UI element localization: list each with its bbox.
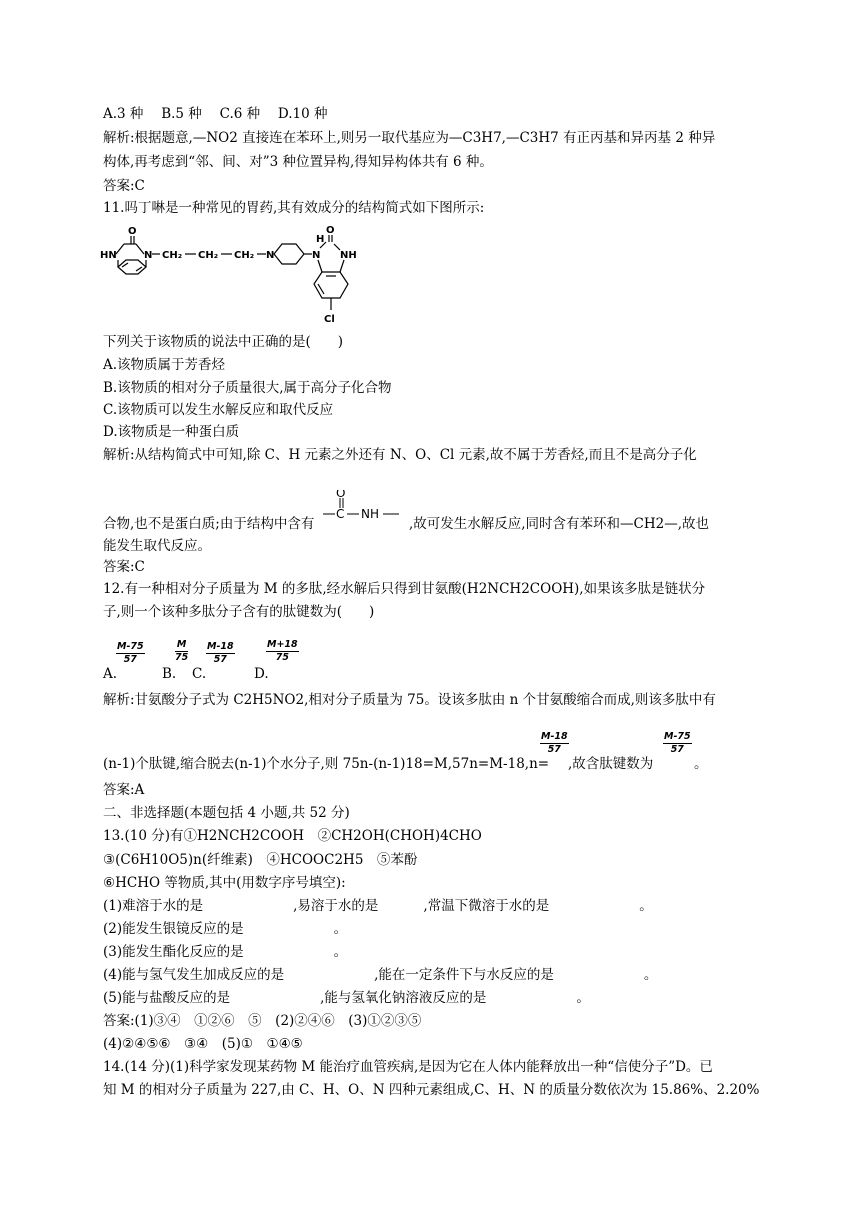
fraction-m-plus-18-over-75: M+18 75: [267, 639, 298, 663]
structure-h: H: [316, 234, 325, 245]
amide-group-structure: [321, 490, 403, 524]
q13-part-3: (3)能发生酯化反应的是 。: [103, 944, 348, 960]
amide-o: O: [335, 490, 346, 500]
q12-explanation-line-1: 解析:甘氨酸分子式为 C2H5NO2,相对分子质量为 75。设该多肽由 n 个甘氨酸缩合而成,则该多肽中有: [103, 692, 716, 708]
q11-prompt: 下列关于该物质的说法中正确的是( ): [103, 334, 344, 350]
q13-part-5: (5)能与盐酸反应的是 ,能与氢氧化钠溶液反应的是 。: [103, 990, 590, 1006]
amide-nh: NH: [360, 507, 379, 521]
q12-answer: 答案:A: [103, 782, 145, 798]
q13-part-1: (1)难溶于水的是 ,易溶于水的是 ,常温下微溶于水的是 。: [103, 898, 653, 914]
q12-option-b: B.: [162, 666, 177, 682]
domperidone-structure: [100, 222, 370, 334]
q11-exp-2-part-b: ,故可发生水解反应,同时含有苯环和—CH2—,故也: [408, 516, 710, 532]
q11-stem: 11.吗丁啉是一种常见的胃药,其有效成分的结构简式如下图所示:: [103, 200, 485, 216]
structure-hn-left: HN: [100, 250, 117, 261]
q13-line-3: ⑥HCHO 等物质,其中(用数字序号填空):: [103, 875, 346, 891]
q12-stem-line-1: 12.有一种相对分子质量为 M 的多肽,经水解后只得到甘氨酸(H2NCH2COOH),如果该多肽是链状分: [103, 581, 706, 597]
q12-explanation-line-2c: 。: [694, 756, 708, 772]
q14-line-1: 14.(14 分)(1)科学家发现某药物 M 能治疗血管疾病,是因为它在人体内能释放出一种“信使分子”D。已: [103, 1059, 713, 1075]
structure-n3: N: [312, 250, 321, 261]
q12-option-d: D.: [254, 666, 269, 682]
q11-explanation-line-2: [103, 490, 710, 534]
q12-stem-line-2: 子,则一个该种多肽分子含有的肽键数为( ): [103, 604, 375, 620]
fraction-peptide-bonds: M-75 57: [664, 731, 691, 755]
structure-ch2-c: CH₂: [234, 250, 255, 261]
q11-option-a: A.该物质属于芳香烃: [103, 357, 226, 373]
structure-cl: Cl: [324, 314, 335, 325]
q10-explanation-line-1: 解析:根据题意,—NO2 直接连在苯环上,则另一取代基应为—C3H7,—C3H7 有正丙基和异丙基 2 种异: [103, 130, 716, 146]
q11-explanation-line-3: 能发生取代反应。: [103, 538, 211, 554]
section-2-heading: 二、非选择题(本题包括 4 小题,共 52 分): [103, 805, 350, 821]
q11-option-b: B.该物质的相对分子质量很大,属于高分子化合物: [103, 380, 392, 396]
q11-exp-2-part-a: 合物,也不是蛋白质;由于结构中含有: [103, 516, 315, 532]
structure-ch2-a: CH₂: [162, 250, 183, 261]
q13-answer-line-1: 答案:(1)③④ ①②⑥ ⑤ (2)②④⑥ (3)①②③⑤: [103, 1013, 422, 1029]
q14-line-2: 知 M 的相对分子质量为 227,由 C、H、O、N 四种元素组成,C、H、N 的质量分数依次为 15.86%、2.20%: [103, 1082, 760, 1098]
q13-part-2: (2)能发生银镜反应的是 。: [103, 921, 348, 937]
q13-line-2: ③(C6H10O5)n(纤维素) ④HCOOC2H5 ⑤苯酚: [103, 852, 418, 868]
q13-answer-line-2: (4)②④⑤⑥ ③④ (5)① ①④⑤: [103, 1036, 303, 1052]
fraction-m-75-over-57: M-75 57: [117, 641, 144, 665]
q11-option-d: D.该物质是一种蛋白质: [103, 424, 240, 440]
structure-o1: O: [128, 226, 137, 237]
fraction-m-18-over-57: M-18 57: [207, 641, 234, 665]
q13-part-4: (4)能与氢气发生加成反应的是 ,能在一定条件下与水反应的是 。: [103, 967, 658, 983]
q12-option-c: C.: [192, 666, 207, 682]
q13-line-1: 13.(10 分)有①H2NCH2COOH ②CH2OH(CHOH)4CHO: [103, 828, 482, 844]
amide-c: C: [335, 507, 345, 521]
structure-n1: N: [144, 250, 153, 261]
q10-explanation-line-2: 构体,再考虑到“邻、间、对”3 种位置异构,得知异构体共有 6 种。: [103, 154, 493, 170]
q11-option-c: C.该物质可以发生水解反应和取代反应: [103, 402, 334, 418]
q11-answer: 答案:C: [103, 559, 145, 575]
structure-n2: N: [266, 250, 275, 261]
q12-explanation-line-2b: ,故含肽键数为: [568, 756, 654, 772]
q10-options: A.3 种 B.5 种 C.6 种 D.10 种: [103, 106, 328, 122]
q11-explanation-line-1: 解析:从结构简式中可知,除 C、H 元素之外还有 N、O、Cl 元素,故不属于芳香烃,而且不是高分子化: [103, 447, 697, 463]
q12-option-a: A.: [103, 666, 118, 682]
structure-o2: O: [326, 225, 335, 236]
fraction-n-value: M-18 57: [541, 731, 568, 755]
q12-explanation-line-2a: (n-1)个肽键,缩合脱去(n-1)个水分子,则 75n-(n-1)18=M,57n=M-18,n=: [103, 756, 550, 772]
q10-answer: 答案:C: [103, 178, 145, 194]
structure-nh: NH: [340, 250, 357, 261]
structure-ch2-b: CH₂: [198, 250, 219, 261]
fraction-m-over-75: M 75: [175, 639, 189, 663]
